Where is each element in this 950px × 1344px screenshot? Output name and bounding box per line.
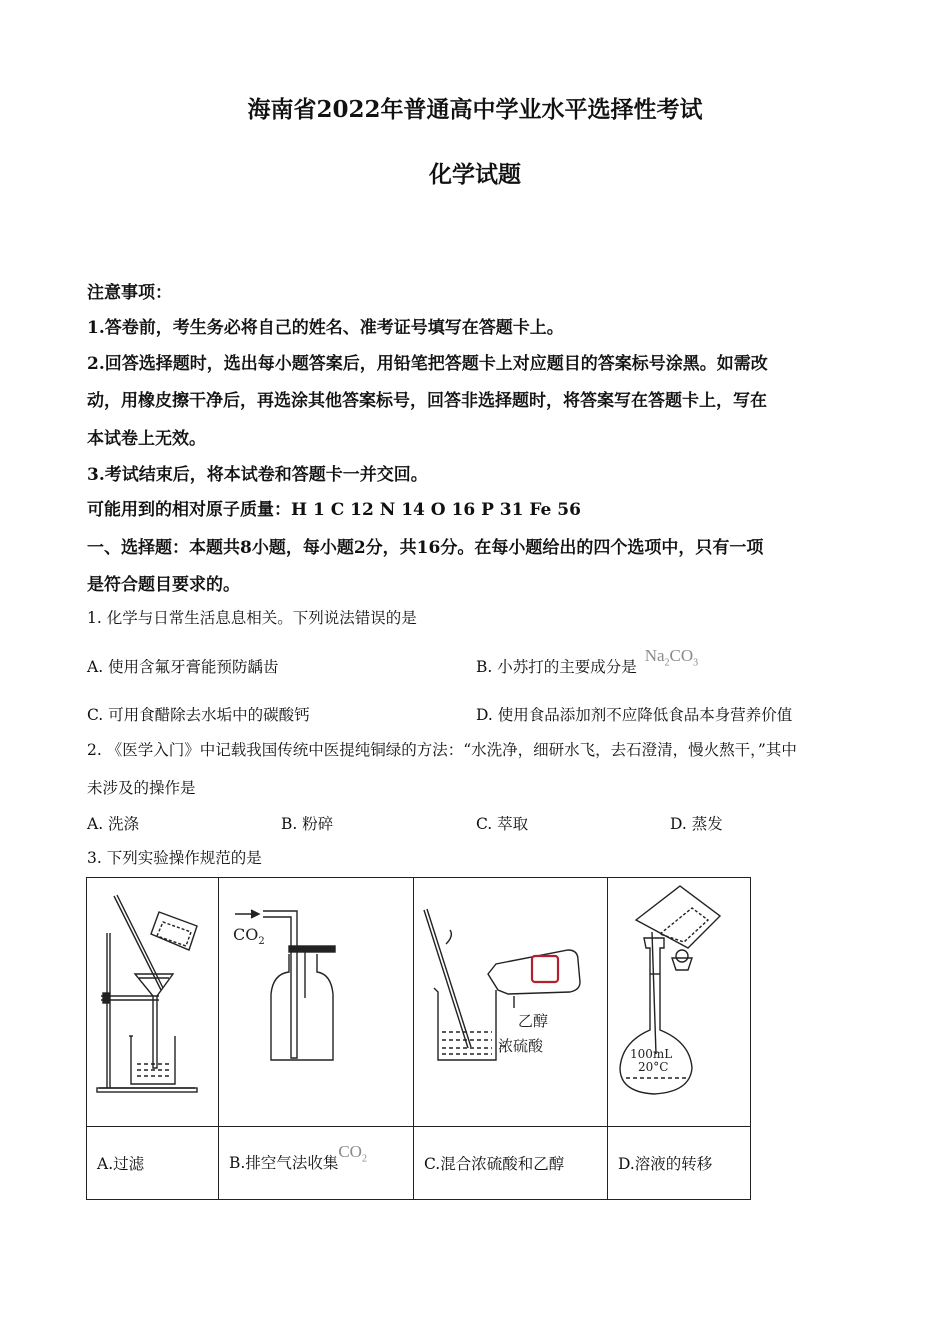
notes-item-2-line1: 2.回答选择题时，选出每小题答案后，用铅笔把答题卡上对应题目的答案标号涂黑。如需改	[87, 354, 768, 374]
figure-d-volume-label: 100mL	[630, 1047, 673, 1061]
figure-c-acid-label: 浓硫酸	[498, 1037, 544, 1055]
q2-option-d: D. 蒸发	[670, 815, 723, 833]
q1-option-c: C. 可用食醋除去水垢中的碳酸钙	[87, 706, 310, 724]
q2-option-c: C. 萃取	[476, 815, 529, 833]
figure-d-temp-label: 20°C	[638, 1060, 669, 1074]
gas-bottle-icon	[219, 878, 413, 1122]
section1-line2: 是符合题目要求的。	[87, 575, 240, 595]
figure-c-mixing	[414, 878, 608, 1127]
q1-option-d: D. 使用食品添加剂不应降低食品本身营养价值	[476, 706, 793, 724]
atomic-masses: 可能用到的相对原子质量：H 1 C 12 N 14 O 16 P 31 Fe 56	[87, 500, 581, 520]
figure-b-co2-label: $CO_2$	[233, 925, 265, 947]
exam-title: 海南省2022年普通高中学业水平选择性考试	[247, 96, 703, 123]
q2-option-a: A. 洗涤	[87, 815, 140, 833]
q3-option-b	[219, 1127, 414, 1200]
q3-stem: 3. 下列实验操作规范的是	[87, 849, 262, 867]
beaker-and-bottle-icon	[414, 878, 607, 1122]
figure-b-gas-collection	[219, 878, 414, 1127]
q3-option-a: A.过滤	[87, 1127, 219, 1200]
filtration-apparatus-icon	[87, 878, 218, 1122]
q3-figure-table	[86, 877, 751, 1200]
volumetric-flask-icon	[608, 878, 750, 1122]
q2-stem-line1: 2. 《医学入门》中记载我国传统中医提纯铜绿的方法：“水洗净，细研水飞，去石澄清，慢火熬干，”其中	[87, 741, 797, 759]
figure-a-filtration	[87, 878, 219, 1127]
notes-item-2-line2: 动，用橡皮擦干净后，再选涂其他答案标号，回答非选择题时，将答案写在答题卡上，写在	[87, 391, 767, 411]
q3-option-b-formula: $CO_2$	[338, 1141, 367, 1165]
notes-heading: 注意事项：	[87, 283, 172, 303]
exam-subtitle: 化学试题	[429, 161, 521, 188]
q3-option-d: D.溶液的转移	[608, 1127, 751, 1200]
q1-option-b	[476, 646, 699, 679]
notes-item-2-line3: 本试卷上无效。	[87, 429, 206, 449]
figure-d-transfer	[608, 878, 751, 1127]
q2-stem-line2: 未涉及的操作是	[87, 779, 196, 797]
q3-option-b-text: B.排空气法收集	[229, 1153, 339, 1172]
q2-option-b: B. 粉碎	[281, 815, 334, 833]
q1-option-a: A. 使用含氟牙膏能预防龋齿	[87, 658, 279, 676]
notes-item-1: 1.答卷前，考生务必将自己的姓名、准考证号填写在答题卡上。	[87, 318, 564, 338]
q1-stem: 1. 化学与日常生活息息相关。下列说法错误的是	[87, 609, 417, 627]
q3-option-c: C.混合浓硫酸和乙醇	[414, 1127, 608, 1200]
q1-option-b-text: B. 小苏打的主要成分是	[476, 658, 637, 676]
figure-c-ethanol-label: 乙醇	[518, 1012, 549, 1030]
notes-item-3: 3.考试结束后，将本试卷和答题卡一并交回。	[87, 465, 428, 485]
q1-option-b-formula: $Na_2CO_3$	[644, 646, 699, 669]
section1-line1: 一、选择题：本题共8小题，每小题2分，共16分。在每小题给出的四个选项中，只有一项	[87, 538, 764, 558]
